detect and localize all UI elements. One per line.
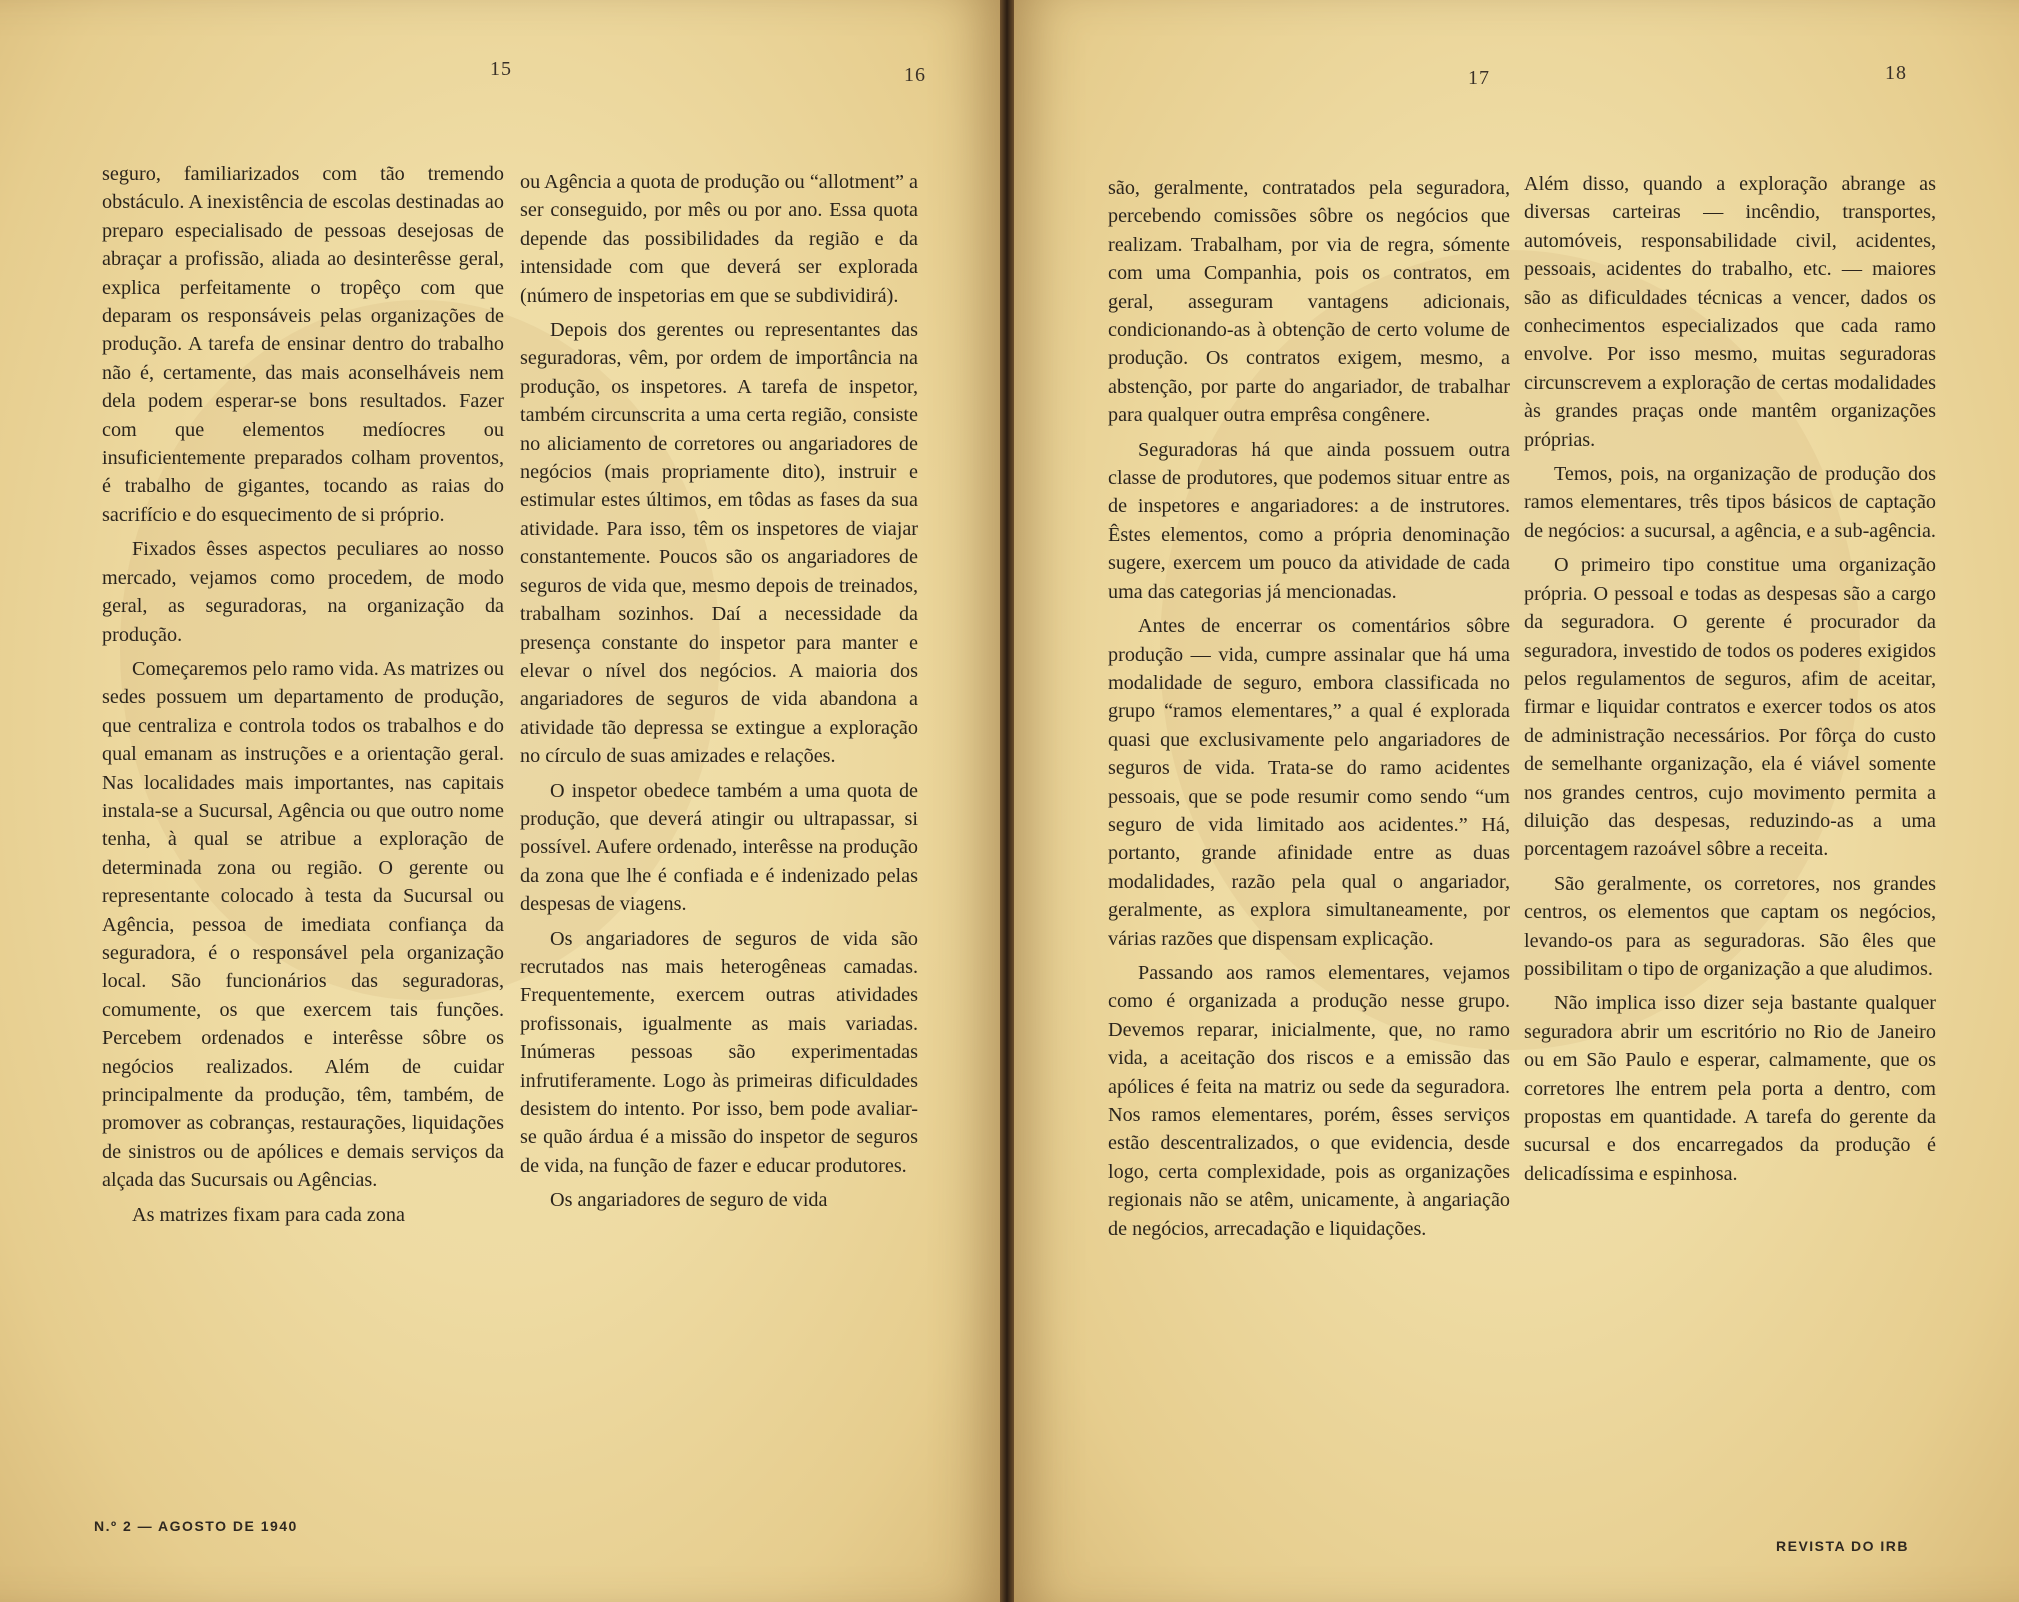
paragraph: Os angariadores de seguro de vida (550, 1189, 828, 1212)
text-column-2 (520, 168, 918, 1221)
paragraph: Depois dos gerentes ou representantes das seguradoras, vêm, por ordem de importância na produção, os inspetores. A tarefa de inspetor, também circunscrita a uma certa região, consiste no aliciamento de corretores ou angariadores de negócios (mais propriamente dito), instruir e estimular estes últimos, em tôdas as fases da sua atividade. Para isso, têm os inspetores de viajar constantemente. Poucos são os angariadores de seguros de vida que, mesmo depois de treinados, trabalham sozinhos. Daí a necessidade da presença constante do inspetor para manter e elevar o nível dos negócios. A maioria dos angariadores de seguros de vida abandona a atividade tão depressa se extingue a exploração no círculo de suas amizades e relações. (520, 319, 918, 768)
page-number-18: 18 (1885, 62, 1907, 84)
paragraph: são, geralmente, contratados pela seguradora, percebendo comissões sôbre os negócios que realizam. Trabalham, por via de regra, sómente com uma Companhia, pois os contratos, em geral, asseguram vantagens adicionais, condicionando-as à obtenção de certo volume de produção. Os contratos exigem, mesmo, a abstenção, por parte do angariador, de trabalhar para qualquer outra emprêsa congênere. (1108, 177, 1510, 427)
paragraph: O primeiro tipo constitue uma organização própria. O pessoal e todas as despesas são a cargo da seguradora. O gerente é procurador da seguradora, investido de todos os poderes exigidos pelos regulamentos de seguros, afim de aceitar, firmar e liquidar contratos e exercer todos os atos de administração necessários. Por fôrça do custo de semelhante organização, ela é viável somente nos grandes centros, cujo movimento permita a diluição das despesas, reduzindo-as a uma porcentagem razoável sôbre a receita. (1524, 554, 1936, 861)
paragraph: Começaremos pelo ramo vida. As matrizes ou sedes possuem um departamento de produção, que centraliza e controla todos os trabalhos e do qual emanam as instruções e a orientação geral. Nas localidades mais importantes, nas capitais instala-se a Sucursal, Agência ou que outro nome tenha, à qual se atribue a exploração de determinada zona ou região. O gerente ou representante colocado à testa da Sucursal ou Agência, pessoa de imediata confiança da seguradora, é o responsável pela organização local. São funcionários das seguradoras, comumente, os que exercem tais funções. Percebem ordenados e interêsse sôbre os negócios realizados. Além de cuidar principalmente da produção, têm, também, de promover as cobranças, restaurações, liquidações de sinistros ou de apólices e demais serviços da alçada das Sucursais ou Agências. (102, 657, 504, 1192)
text-column-3 (1108, 174, 1510, 1249)
paragraph: Os angariadores de seguros de vida são recrutados nas mais heterogêneas camadas. Frequentemente, exercem outras atividades profissonais, igualmente as mais variadas. Inúmeras pessoas são experimentadas infrutiferamente. Logo às primeiras dificuldades desistem do intento. Por isso, bem pode avaliar-se quão árdua é a missão do inspetor de seguros de vida, na função de fazer e educar produtores. (520, 927, 918, 1177)
paragraph: Antes de encerrar os comentários sôbre produção — vida, cumpre assinalar que há uma modalidade de seguro, embora classificada no grupo “ramos elementares,” a qual é explorada quasi que exclusivamente pelo angariadores de seguros de vida. Trata-se do ramo acidentes pessoais, que se pode resumir como sendo “um seguro de vida limitado aos acidentes.” Há, portanto, grande afinidade entre as duas modalidades, razão pela qual o angariador, geralmente, as explora simultaneamente, por várias razões que dispensam explicação. (1108, 615, 1510, 950)
page-number-15: 15 (490, 58, 512, 80)
page-number-17: 17 (1468, 67, 1490, 89)
paragraph: Não implica isso dizer seja bastante qualquer seguradora abrir um escritório no Rio de Janeiro ou em São Paulo e esperar, calmamente, que os corretores lhe entrem pela porta a dentro, com propostas em quantidade. A tarefa do gerente da sucursal e dos encarregados da produção é delicadíssima e espinhosa. (1524, 992, 1936, 1185)
paragraph: ou Agência a quota de produção ou “allotment” a ser conseguido, por mês ou por ano. Essa quota depende das possibilidades da região e da intensidade com que deverá ser explorada (número de inspetorias em que se subdividirá). (520, 171, 918, 307)
paragraph: Fixados êsses aspectos peculiares ao nosso mercado, vejamos como procedem, de modo geral, as seguradoras, na organização da produção. (102, 538, 504, 646)
paragraph: seguro, familiarizados com tão tremendo obstáculo. A inexistência de escolas destinadas ao preparo especialisado de pessoas desejosas de abraçar a profissão, aliada ao desinterêsse geral, explica perfeitamente o tropêço com que deparam os responsáveis pelas organizações de produção. A tarefa de ensinar dentro do trabalho não é, certamente, das mais aconselháveis nem dela podem esperar-se bons resultados. Fazer com que elementos medíocres ou insuficientemente preparados colham proventos, é trabalho de gigantes, tocando as raias do sacrifício e do esquecimento de si próprio. (102, 163, 504, 526)
footer-journal-title: REVISTA DO IRB (1776, 1538, 1910, 1554)
paragraph: O inspetor obedece também a uma quota de produção, que deverá atingir ou ultrapassar, si possível. Aufere ordenado, interêsse na produção da zona que lhe é confiada e é indenizado pelas despesas de viagens. (520, 779, 918, 916)
paragraph: Além disso, quando a exploração abrange as diversas carteiras — incêndio, transportes, automóveis, responsabilidade civil, acidentes, pessoais, acidentes do trabalho, etc. — maiores são as dificuldades técnicas a vencer, dados os conhecimentos especializados que cada ramo envolve. Por isso mesmo, muitas seguradoras circunscrevem a exploração de certas modalidades às grandes praças onde mantêm organizações próprias. (1524, 173, 1936, 451)
footer-issue-date: N.º 2 — AGOSTO DE 1940 (94, 1518, 298, 1534)
paragraph: São geralmente, os corretores, nos grandes centros, os elementos que captam os negócios, levando-os para as seguradoras. São êles que possibilitam o tipo de organização a que aludimos. (1524, 872, 1936, 980)
text-column-4 (1524, 170, 1936, 1194)
text-column-1 (102, 160, 504, 1235)
paragraph: Seguradoras há que ainda possuem outra classe de produtores, que podemos situar entre as de inspetores e angariadores: a de instrutores. Êstes elementos, como a própria denominação sugere, exercem um pouco da atividade de cada uma das categorias já mencionadas. (1108, 438, 1510, 603)
paragraph: Temos, pois, na organização de produção dos ramos elementares, três tipos básicos de captação de negócios: a sucursal, a agência, e a sub-agência. (1524, 463, 1936, 542)
paragraph: Passando aos ramos elementares, vejamos como é organizada a produção nesse grupo. Devemos reparar, inicialmente, que, no ramo vida, a aceitação dos riscos e a emissão das apólices é feita na matriz ou sede da seguradora. Nos ramos elementares, porém, êsses serviços estão descentralizados, o que evidencia, desde logo, certa complexidade, pois as organizações regionais não se atêm, unicamente, à angariação de negócios, arrecadação e liquidações. (1108, 961, 1510, 1240)
book-gutter (1000, 0, 1014, 1602)
page-number-16: 16 (904, 64, 926, 86)
paragraph: As matrizes fixam para cada zona (132, 1203, 405, 1226)
